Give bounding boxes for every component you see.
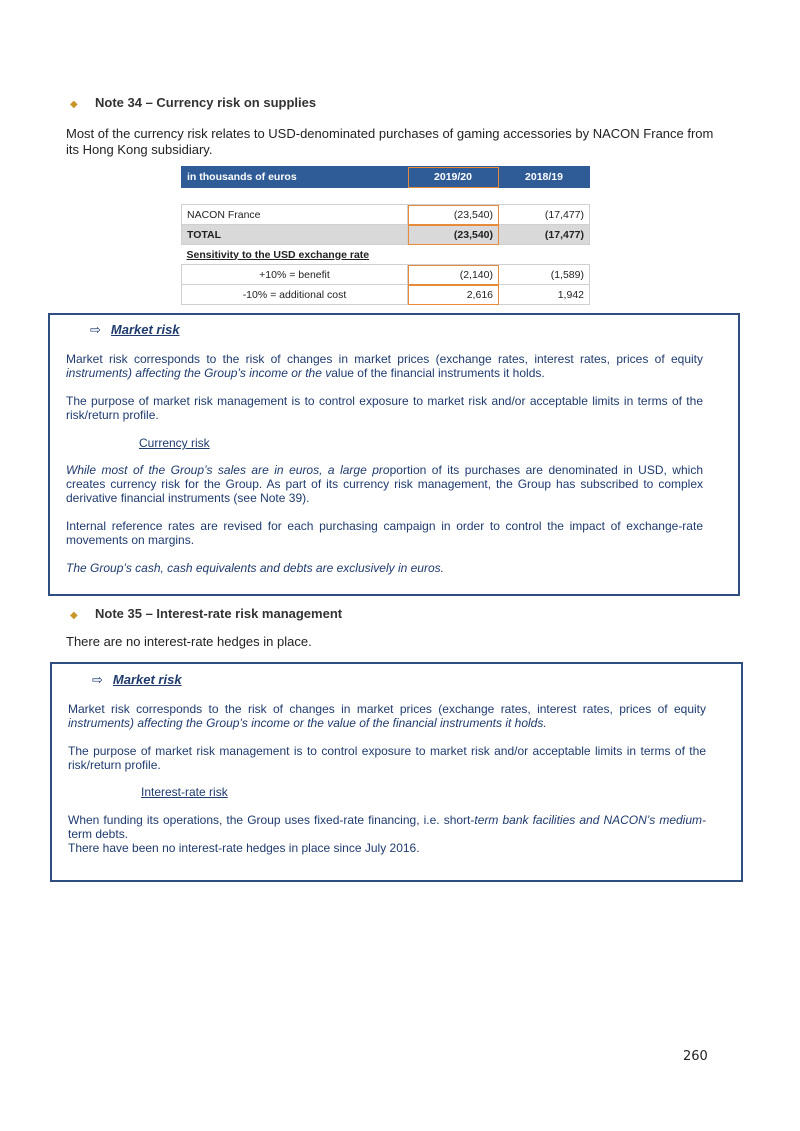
row-label: +10% = benefit (182, 265, 408, 285)
market-risk-box-currency (48, 313, 740, 596)
bullet-icon: ◆ (70, 610, 78, 621)
row-value-2018-19: (1,589) (499, 265, 590, 285)
row-value-2018-19: (17,477) (499, 205, 590, 225)
box-heading-label: Market risk (110, 322, 180, 337)
arrow-right-icon: ⇨ (92, 672, 103, 687)
row-value-2018-19: 1,942 (499, 285, 590, 305)
row-label: NACON France (182, 205, 408, 225)
paragraph-text: Market risk corresponds to the risk of changes in market prices (exchange rates, interest rates, prices of equity (68, 702, 706, 716)
box-paragraph: The purpose of market risk management is to control exposure to market risk and/or acceptable limits in terms of the risk/return profile. (66, 394, 703, 422)
box-paragraph: Internal reference rates are revised for each purchasing campaign in order to control the impact of exchange-rate movements on margins. (66, 519, 703, 547)
table-row (182, 285, 590, 305)
paragraph-text: When funding its operations, the Group uses fixed-rate financing, i.e. short- (68, 813, 475, 827)
note-34-title: Note 34 – Currency risk on supplies (95, 95, 317, 110)
table-total-row (182, 225, 590, 245)
arrow-right-icon: ⇨ (90, 322, 101, 337)
note-34-intro: Most of the currency risk relates to USD-denominated purchases of gaming accessories by NACON France from its Hong Kong subsidiary. (66, 126, 714, 157)
header-col-2019-20: 2019/20 (408, 167, 499, 188)
box-paragraph (68, 702, 706, 730)
row-value-2019-20: 2,616 (408, 285, 499, 305)
row-value-2019-20: (2,140) (408, 265, 499, 285)
box-subheading: Interest-rate risk (141, 785, 228, 799)
box-heading (92, 672, 182, 688)
box-heading (90, 322, 180, 338)
table-spacer-row (182, 188, 590, 205)
box-paragraph: The Group’s cash, cash equivalents and debts are exclusively in euros. (66, 561, 444, 575)
box-paragraph (68, 813, 706, 841)
paragraph-text-italic: instruments) affecting the Group’s income or the value of the financial instruments it holds. (68, 716, 547, 730)
header-label: in thousands of euros (182, 167, 408, 188)
sensitivity-title: Sensitivity to the USD exchange rate (186, 248, 370, 261)
paragraph-text-italic: instruments) affecting the Group’s income or the v (66, 366, 332, 380)
header-col-2018-19: 2018/19 (499, 167, 590, 188)
paragraph-text: portion of its purchases are denominated in USD, which creates currency risk for the Group. As part of its currency risk management, the Group has subscribed to complex derivative financial instruments (see Note 39). (66, 463, 703, 505)
currency-risk-table (181, 166, 590, 305)
sensitivity-title-row (182, 245, 590, 265)
paragraph-text: term debts. (68, 827, 129, 841)
page-number: 260 (683, 1049, 708, 1064)
box-paragraph (66, 463, 703, 505)
table-header-row (182, 167, 590, 188)
row-value-2019-20: (23,540) (408, 225, 499, 245)
table-row (182, 265, 590, 285)
paragraph-text-italic: term bank facilities and NACON’s medium- (474, 813, 706, 827)
paragraph-text: Market risk corresponds to the risk of changes in market prices (exchange rates, interest rates, prices of equity (66, 352, 703, 366)
box-paragraph: The purpose of market risk management is to control exposure to market risk and/or acceptable limits in terms of the risk/return profile. (68, 744, 706, 772)
row-value-2019-20: (23,540) (408, 205, 499, 225)
box-subheading: Currency risk (139, 436, 210, 450)
market-risk-box-interest (50, 662, 743, 882)
paragraph-text-italic: While most of the Group’s sales are in euros, a large pro (66, 463, 390, 477)
bullet-icon: ◆ (70, 99, 78, 110)
box-heading-label: Market risk (112, 672, 182, 687)
box-paragraph: There have been no interest-rate hedges in place since July 2016. (68, 841, 420, 855)
box-paragraph (66, 352, 703, 380)
row-label: -10% = additional cost (182, 285, 408, 305)
row-value-2018-19: (17,477) (499, 225, 590, 245)
note-35-intro: There are no interest-rate hedges in place. (66, 634, 312, 649)
table-row (182, 205, 590, 225)
note-35-title: Note 35 – Interest-rate risk management (95, 606, 343, 621)
row-label: TOTAL (182, 225, 408, 245)
paragraph-text: alue of the financial instruments it holds. (331, 366, 545, 380)
